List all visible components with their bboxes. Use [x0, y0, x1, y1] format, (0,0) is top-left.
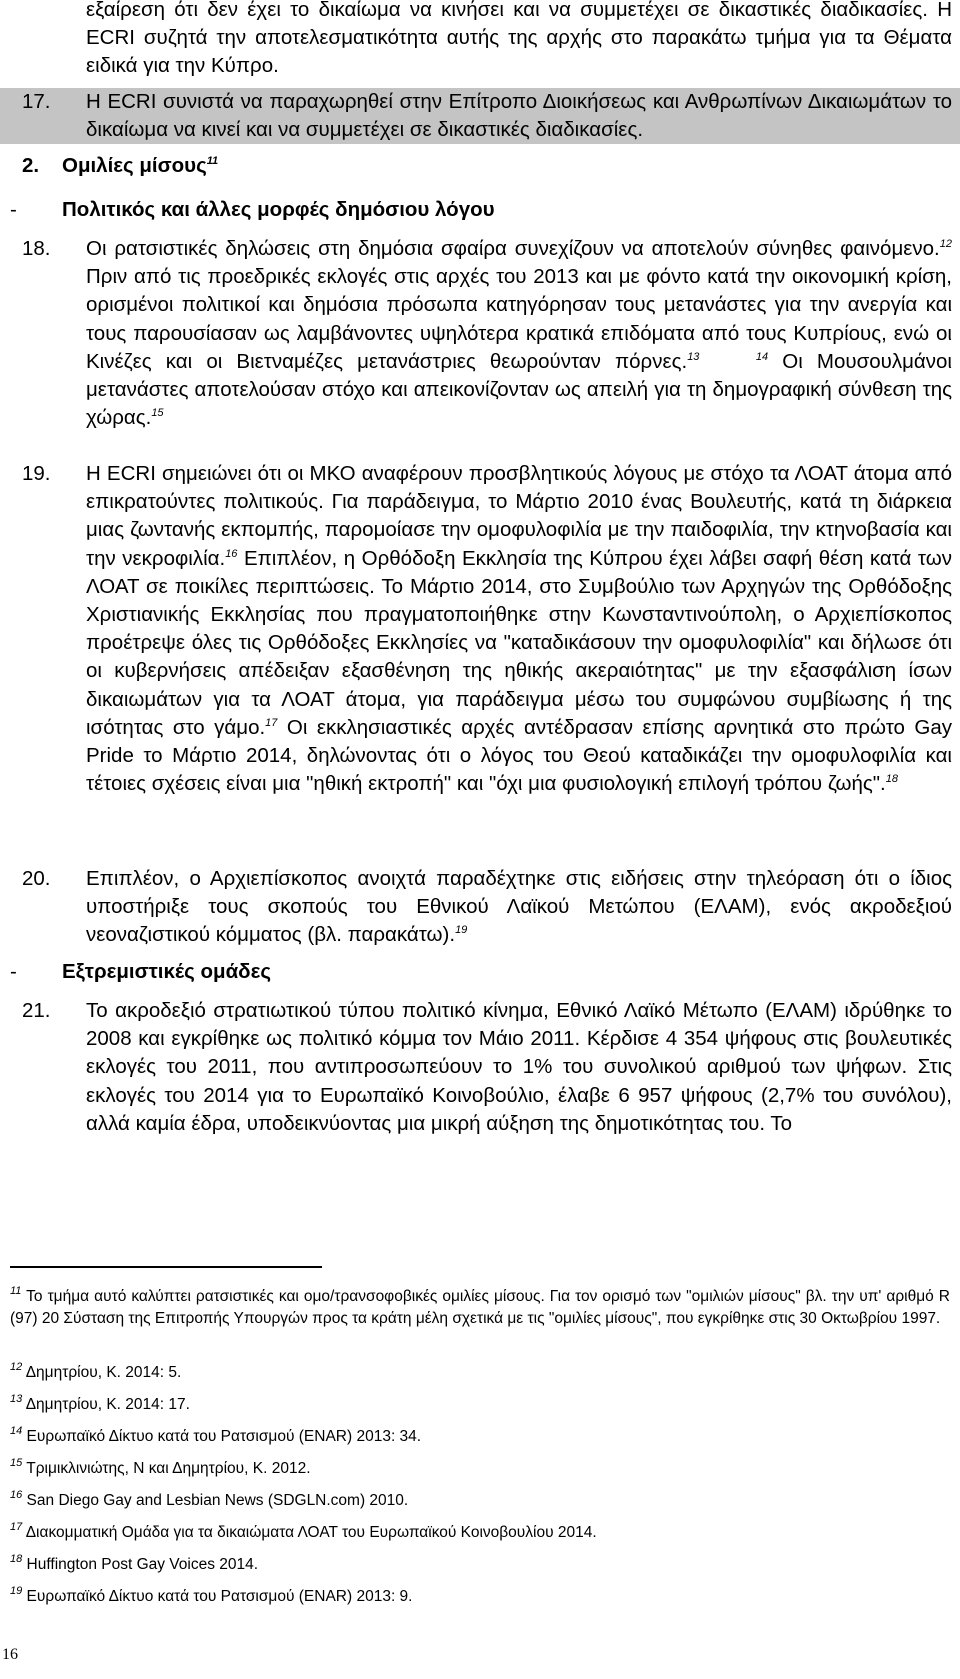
page-number: 16 — [2, 1646, 18, 1663]
footnote-ref-18: 18 — [885, 773, 899, 786]
footnote-ref-11: 11 — [206, 155, 219, 167]
paragraph-17-text: Η ECRI συνιστά να παραχωρηθεί στην Επίτροπο Διοικήσεως και Ανθρωπίνων Δικαιωμάτων το δικαίωμα να κινεί και να συμμετέχει σε δικαστικές διαδικασίες. — [86, 90, 952, 142]
paragraph-17 — [86, 88, 952, 144]
section-title — [62, 152, 218, 180]
footnote-text: Διακομματική Ομάδα για τα δικαιώματα ΛΟΑΤ του Ευρωπαϊκού Κοινοβουλίου 2014. — [22, 1524, 597, 1541]
paragraph-18-text-1: Οι ρατσιστικές δηλώσεις στη δημόσια σφαίρα συνεχίζουν να αποτελούν σύνηθες φαινόμενο. — [86, 237, 940, 260]
footnote-ref-15: 15 — [151, 407, 164, 420]
footnote-number: 13 — [10, 1393, 23, 1405]
footnote-number: 15 — [10, 1457, 23, 1469]
footnote-number: 11 — [10, 1285, 22, 1297]
paragraph-18-text-2: Πριν από τις προεδρικές εκλογές στις αρχές του 2013 και με φόντο κατά την οικονομική κρίση, ορισμένοι πολιτικοί και δημόσια πρόσωπα κατηγόρησαν τους μετανάστες για την ανεργία και τους παρουσίασαν ως λαμβάνοντες υψηλότερα κρατικά επιδόματα από τους Κυπρίους, ενώ οι Κινέζες και οι Βιετναμέζες μετανάστριες θεωρούνταν πόρνες. — [86, 265, 952, 373]
footnote-number: 16 — [10, 1489, 23, 1501]
paragraph-19-text-3: Οι εκκλησιαστικές αρχές αντέδρασαν επίσης αρνητικά στο πρώτο Gay Pride το Μάρτιο 2014, δηλώνοντας ότι ο λόγος του Θεού καταδικάζει την ομοφυλοφιλία και τέτοιες σχέσεις είναι μια "ηθική εκτροπή" και "όχι μια φυσιολογική επιλογή τρόπου ζωής". — [86, 715, 952, 796]
paragraph-18-text-3: Οι Μουσουλμάνοι μετανάστες αποτελούσαν στόχο και απεικονίζονταν ως απειλή για τη δημογραφική σύνθεση της χώρας. — [86, 349, 952, 430]
paragraph-20-text: Επιπλέον, ο Αρχιεπίσκοπος ανοιχτά παραδέχτηκε στις ειδήσεις στην τηλεόραση ότι ο ίδιος υποστήριξε τους σκοπούς του Εθνικού Λαϊκού Μετώπου (ΕΛΑΜ), ενός ακροδεξιού νεοναζιστικού κόμματος (βλ. παρακάτω). — [86, 867, 952, 947]
paragraph-number-21: 21. — [22, 999, 51, 1022]
footnote-16 — [10, 1490, 950, 1512]
subheading-political-speech: Πολιτικός και άλλες μορφές δημόσιου λόγου — [62, 198, 495, 221]
footnote-text: Δημητρίου, Κ. 2014: 17. — [22, 1396, 190, 1413]
footnote-ref-13: 13 — [687, 350, 700, 363]
subheading-dash-2: - — [10, 960, 17, 983]
footnote-text: Ευρωπαϊκό Δίκτυο κατά του Ρατσισμού (ENAR) 2013: 9. — [22, 1588, 413, 1605]
footnote-15 — [10, 1458, 950, 1480]
footnote-text: Ευρωπαϊκό Δίκτυο κατά του Ρατσισμού (ENAR) 2013: 34. — [22, 1428, 422, 1445]
footnote-13 — [10, 1394, 950, 1416]
footnote-18 — [10, 1554, 950, 1576]
intro-text: εξαίρεση ότι δεν έχει το δικαίωμα να κινήσει και να συμμετέχει σε δικαστικές διαδικασίες. Η ECRI συζητά την αποτελεσματικότητα αυτής της αρχής στο παρακάτω τμήμα για τα Θέματα ειδικά για την Κύπρο. — [86, 0, 952, 78]
footnote-text: San Diego Gay and Lesbian News (SDGLN.com) 2010. — [22, 1492, 409, 1509]
paragraph-19 — [86, 460, 952, 798]
footnote-ref-12: 12 — [939, 238, 952, 250]
footnote-14 — [10, 1426, 950, 1448]
footnote-12 — [10, 1362, 950, 1384]
footnote-number: 12 — [10, 1361, 23, 1373]
section-title-text: Ομιλίες μίσους — [62, 154, 207, 177]
footnote-number: 19 — [10, 1585, 23, 1597]
paragraph-19-text-2: Επιπλέον, η Ορθόδοξη Εκκλησία της Κύπρου έχει λάβει σαφή θέση κατά των ΛΟΑΤ σε ποικίλες περιπτώσεις. Το Μάρτιο 2014, στο Συμβούλιο των Αρχηγών της Ορθόδοξης Χριστιανικής Εκκλησίας που πραγματοποιήθηκε στην Κωνσταντινούπολη, ο Αρχιεπίσκοπος προέτρεψε όλες τις Ορθόδοξες Εκκλησίες να "καταδικάσουν την ομοφυλοφιλία" και δήλωσε ότι οι κυβερνήσεις απέδειξαν εξασθένηση της ηθικής ακεραιότητας" με την εξασφάλιση ίσων δικαιωμάτων για τα ΛΟΑΤ άτομα, για παράδειγμα μέσω του συμφώνου συμβίωσης ή της ισότητας στο γάμο. — [86, 546, 952, 739]
footnote-separator — [10, 1266, 322, 1268]
paragraph-20 — [86, 865, 952, 950]
paragraph-18 — [86, 235, 952, 432]
footnote-ref-14: 14 — [755, 350, 769, 363]
footnote-ref-17: 17 — [265, 716, 278, 729]
subheading-extremist-groups: Εξτρεμιστικές ομάδες — [62, 960, 271, 983]
footnote-ref-19: 19 — [455, 924, 468, 937]
footnote-number: 14 — [10, 1425, 23, 1437]
paragraph-number-18: 18. — [22, 237, 51, 260]
paragraph-19-text-1: Η ECRI σημειώνει ότι οι ΜΚΟ αναφέρουν προσβλητικούς λόγους με στόχο τα ΛΟΑΤ άτομα από επικρατούντες πολιτικούς. Για παράδειγμα, το Μάρτιο 2010 ένας Βουλευτής, κατά τη διάρκεια μιας ζωντανής εκπομπής, παρομοίασε την ομοφυλοφιλία με την παιδοφιλία, την κτηνοβασία και την νεκροφιλία. — [86, 462, 952, 570]
intro-paragraph — [86, 0, 952, 81]
paragraph-21-text: Το ακροδεξιό στρατιωτικού τύπου πολιτικό κίνημα, Εθνικό Λαϊκό Μέτωπο (ΕΛΑΜ) ιδρύθηκε το 2008 και εγκρίθηκε ως πολιτικό κόμμα τον Μάιο 2011. Κέρδισε 4 354 ψήφους στις βουλευτικές εκλογές του 2011, που αντιπροσωπεύουν το 1% του συνολικού αριθμού των ψήφων. Στις εκλογές του 2014 για το Ευρωπαϊκό Κοινοβούλιο, έλαβε 6 957 ψήφους (2,7% του συνόλου), αλλά καμία έδρα, υποδεικνύοντας μια μικρή αύξηση της δημοτικότητας του. Το — [86, 999, 952, 1135]
footnote-17 — [10, 1522, 950, 1544]
footnote-number: 17 — [10, 1521, 23, 1533]
subheading-dash: - — [10, 198, 17, 221]
paragraph-number-17: 17. — [22, 90, 51, 113]
footnote-text: Τριμικλινιώτης, Ν και Δημητρίου, Κ. 2012. — [22, 1460, 311, 1477]
footnote-11 — [10, 1286, 950, 1330]
footnote-19 — [10, 1586, 950, 1608]
section-number: 2. — [22, 154, 40, 177]
paragraph-21 — [86, 997, 952, 1138]
paragraph-number-19: 19. — [22, 462, 51, 485]
paragraph-number-20: 20. — [22, 867, 51, 890]
footnote-text: Huffington Post Gay Voices 2014. — [22, 1556, 259, 1573]
footnote-text: Δημητρίου, Κ. 2014: 5. — [22, 1364, 182, 1381]
footnote-ref-16: 16 — [225, 547, 238, 560]
footnote-number: 18 — [10, 1553, 23, 1565]
footnote-text: Το τμήμα αυτό καλύπτει ρατσιστικές και ομο/τρανσοφοβικές ομιλίες μίσους. Για τον ορισμό των "ομιλιών μίσους" βλ. την υπ' αριθμό R (97) 20 Σύσταση της Επιτροπής Υπουργών προς τα κράτη μέλη σχετικά με τις "ομιλίες μίσους", που εγκρίθηκε στις 30 Οκτωβρίου 1997. — [10, 1288, 950, 1327]
